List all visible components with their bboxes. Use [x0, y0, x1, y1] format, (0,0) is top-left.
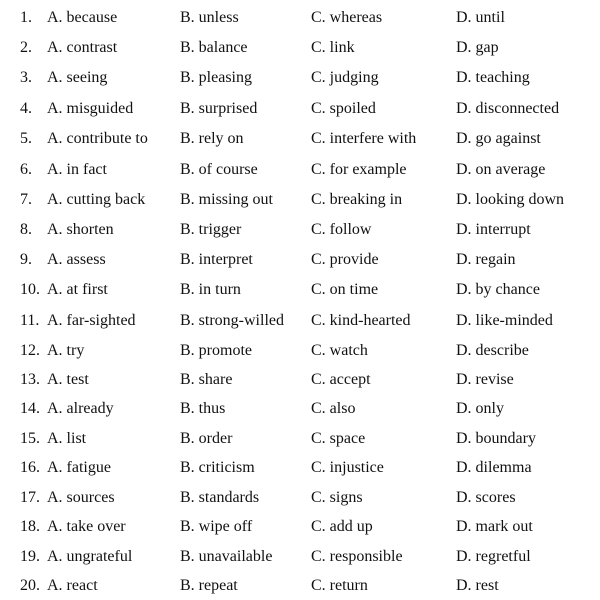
option-c: C. also [311, 400, 356, 417]
question-row-10 [0, 278, 600, 302]
option-d: D. dilemma [456, 459, 532, 476]
option-c: C. for example [311, 161, 407, 178]
option-d: D. teaching [456, 69, 530, 86]
option-b: B. of course [180, 161, 258, 178]
option-a: A. contrast [47, 39, 118, 56]
question-row-13 [0, 368, 600, 392]
question-number: 6. [20, 161, 32, 178]
question-row-6 [0, 158, 600, 182]
option-c: C. space [311, 430, 366, 447]
question-row-12 [0, 339, 600, 363]
option-b: B. standards [180, 489, 260, 506]
option-b: B. order [180, 430, 233, 447]
option-c: C. on time [311, 281, 379, 298]
question-number: 14. [20, 400, 40, 417]
option-c: C. whereas [311, 9, 383, 26]
option-a: A. misguided [47, 100, 134, 117]
option-a: A. sources [47, 489, 115, 506]
question-row-3 [0, 66, 600, 90]
question-row-9 [0, 248, 600, 272]
option-a: A. assess [47, 251, 106, 268]
option-c: C. watch [311, 342, 368, 359]
option-d: D. looking down [456, 191, 564, 208]
option-d: D. rest [456, 577, 499, 594]
question-row-5 [0, 127, 600, 151]
question-number: 1. [20, 9, 32, 26]
option-c: C. accept [311, 371, 371, 388]
option-d: D. go against [456, 130, 541, 147]
option-a: A. list [47, 430, 87, 447]
option-a: A. ungrateful [47, 548, 133, 565]
option-c: C. interfere with [311, 130, 417, 147]
option-d: D. regain [456, 251, 516, 268]
question-row-14 [0, 397, 600, 421]
option-d: D. by chance [456, 281, 540, 298]
question-number: 4. [20, 100, 32, 117]
question-number: 15. [20, 430, 40, 447]
option-d: D. like-minded [456, 312, 553, 329]
question-row-15 [0, 427, 600, 451]
option-b: B. missing out [180, 191, 273, 208]
option-a: A. because [47, 9, 118, 26]
option-d: D. until [456, 9, 505, 26]
option-c: C. judging [311, 69, 379, 86]
option-a: A. cutting back [47, 191, 146, 208]
option-d: D. mark out [456, 518, 533, 535]
option-d: D. only [456, 400, 504, 417]
question-number: 20. [20, 577, 40, 594]
option-b: B. in turn [180, 281, 241, 298]
option-b: B. unavailable [180, 548, 273, 565]
question-number: 8. [20, 221, 32, 238]
question-row-8 [0, 218, 600, 242]
question-number: 13. [20, 371, 40, 388]
question-row-4 [0, 97, 600, 121]
option-a: A. fatigue [47, 459, 111, 476]
option-a: A. test [47, 371, 89, 388]
question-row-7 [0, 188, 600, 212]
option-a: A. already [47, 400, 114, 417]
option-a: A. contribute to [47, 130, 148, 147]
option-a: A. react [47, 577, 98, 594]
option-b: B. pleasing [180, 69, 252, 86]
question-row-16 [0, 456, 600, 480]
option-a: A. shorten [47, 221, 114, 238]
option-b: B. trigger [180, 221, 242, 238]
question-number: 2. [20, 39, 32, 56]
option-b: B. surprised [180, 100, 258, 117]
question-row-18 [0, 515, 600, 539]
question-row-1 [0, 6, 600, 30]
option-c: C. signs [311, 489, 363, 506]
option-b: B. strong-willed [180, 312, 284, 329]
option-d: D. revise [456, 371, 514, 388]
option-c: C. kind-hearted [311, 312, 411, 329]
question-number: 7. [20, 191, 32, 208]
option-b: B. promote [180, 342, 252, 359]
option-b: B. thus [180, 400, 226, 417]
question-number: 18. [20, 518, 40, 535]
option-a: A. far-sighted [47, 312, 136, 329]
option-a: A. try [47, 342, 85, 359]
question-number: 5. [20, 130, 32, 147]
option-d: D. disconnected [456, 100, 560, 117]
option-c: C. add up [311, 518, 373, 535]
option-c: C. follow [311, 221, 372, 238]
option-b: B. interpret [180, 251, 253, 268]
question-row-20 [0, 574, 600, 598]
question-number: 12. [20, 342, 40, 359]
question-row-11 [0, 309, 600, 333]
option-b: B. share [180, 371, 233, 388]
option-c: C. link [311, 39, 355, 56]
option-d: D. regretful [456, 548, 531, 565]
option-b: B. balance [180, 39, 248, 56]
option-b: B. unless [180, 9, 239, 26]
option-c: C. responsible [311, 548, 403, 565]
option-d: D. interrupt [456, 221, 531, 238]
option-d: D. describe [456, 342, 529, 359]
question-number: 3. [20, 69, 32, 86]
option-b: B. criticism [180, 459, 255, 476]
option-c: C. spoiled [311, 100, 376, 117]
option-d: D. boundary [456, 430, 536, 447]
option-d: D. scores [456, 489, 516, 506]
option-a: A. at first [47, 281, 108, 298]
option-d: D. on average [456, 161, 546, 178]
option-c: C. return [311, 577, 368, 594]
question-number: 19. [20, 548, 40, 565]
option-d: D. gap [456, 39, 499, 56]
option-a: A. seeing [47, 69, 108, 86]
question-row-19 [0, 545, 600, 569]
question-number: 17. [20, 489, 40, 506]
question-number: 16. [20, 459, 40, 476]
option-c: C. injustice [311, 459, 384, 476]
question-row-2 [0, 36, 600, 60]
question-number: 9. [20, 251, 32, 268]
option-b: B. repeat [180, 577, 238, 594]
option-c: C. provide [311, 251, 379, 268]
option-b: B. rely on [180, 130, 244, 147]
question-number: 11. [20, 312, 40, 329]
option-c: C. breaking in [311, 191, 403, 208]
question-number: 10. [20, 281, 40, 298]
option-a: A. in fact [47, 161, 107, 178]
option-b: B. wipe off [180, 518, 253, 535]
option-a: A. take over [47, 518, 126, 535]
question-row-17 [0, 486, 600, 510]
